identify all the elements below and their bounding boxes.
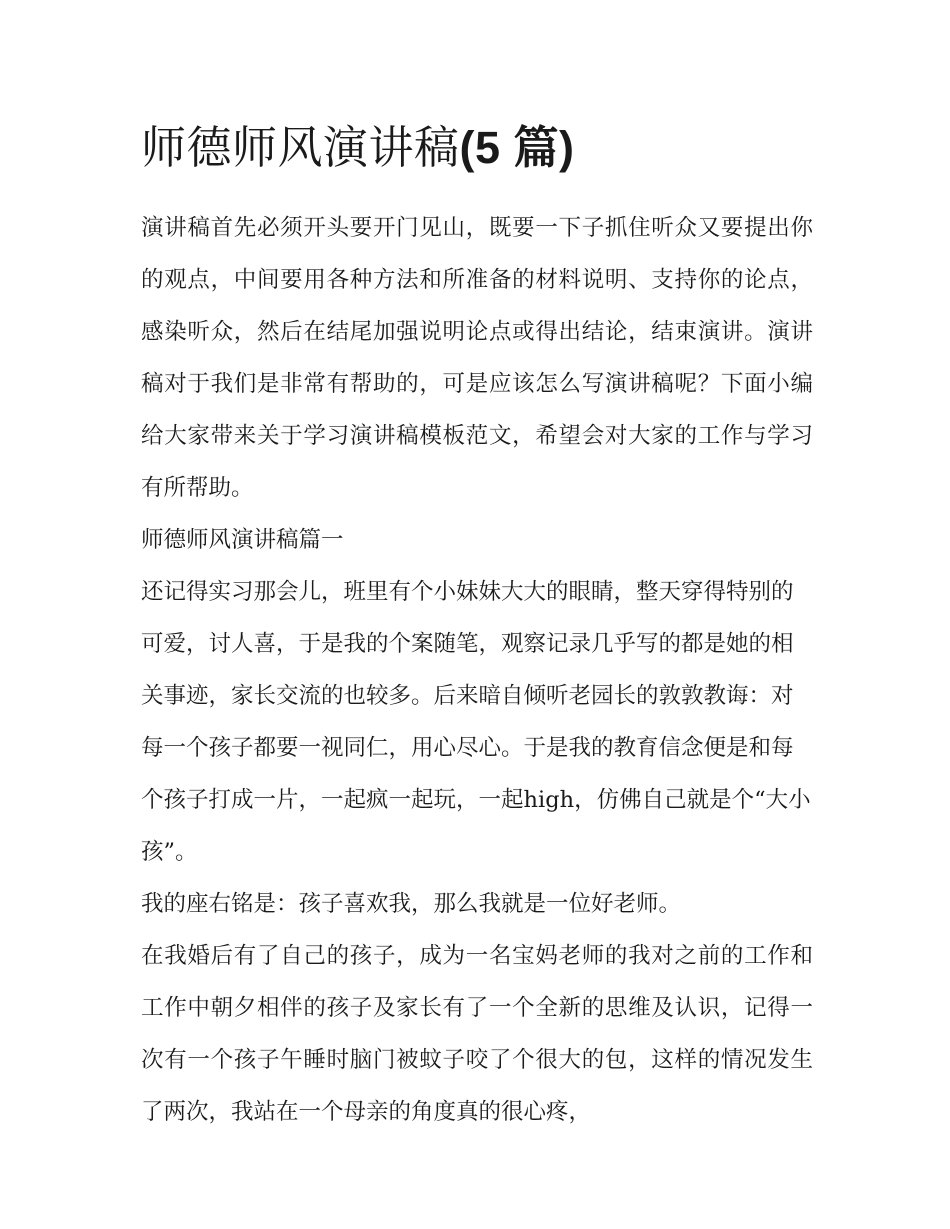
body-paragraph: 在我婚后有了自己的孩子，成为一名宝妈老师的我对之前的工作和工作中朝夕相伴的孩子及家长有了一个全新的思维及认识，记得一次有一个孩子午睡时脑门被蚊子咬了个很大的包，这样的情况发生了两次，我站在一个母亲的角度真的很心疼，	[141, 943, 813, 1125]
title-count: (5 篇)	[459, 122, 575, 173]
document-body	[141, 112, 813, 1138]
page-title	[141, 112, 813, 184]
section-heading: 师德师风演讲稿篇一	[141, 527, 344, 553]
intro-paragraph: 演讲稿首先必须开头要开门见山，既要一下子抓住听众又要提出你的观点，中间要用各种方法和所准备的材料说明、支持你的论点，感染听众，然后在结尾加强说明论点或得出结论，结束演讲。演讲稿对于我们是非常有帮助的，可是应该怎么写演讲稿呢？下面小编给大家带来关于学习演讲稿模板范文，希望会对大家的工作与学习有所帮助。	[141, 215, 813, 501]
motto-paragraph: 我的座右铭是：孩子喜欢我，那么我就是一位好老师。	[141, 891, 682, 917]
body-paragraph: 还记得实习那会儿，班里有个小妹妹大大的眼睛，整天穿得特别的可爱，讨人喜，于是我的个案随笔，观察记录几乎写的都是她的相关事迹，家长交流的也较多。后来暗自倾听老园长的敦敦教诲：对每一个孩子都要一视同仁，用心尽心。于是我的教育信念便是和每个孩子打成一片，一起疯一起玩，一起high，仿佛自己就是个“大小孩”。	[141, 579, 811, 865]
title-text: 师德师风演讲稿	[141, 121, 460, 174]
